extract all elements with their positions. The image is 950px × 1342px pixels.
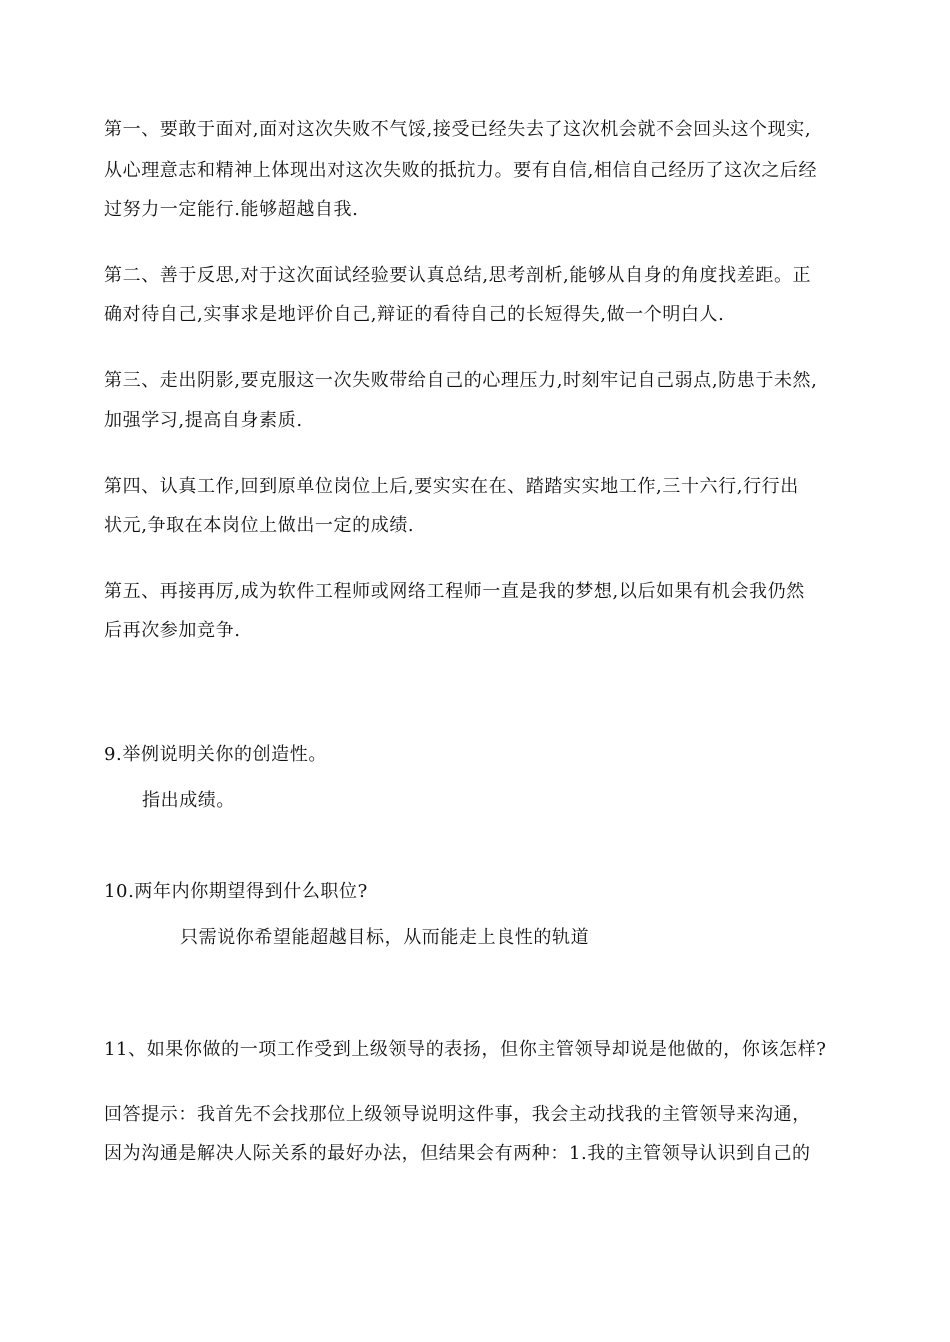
q11-answer-line2: 因为沟通是解决人际关系的最好办法，但结果会有两种：1.我的主管领导认识到自己的 — [104, 1143, 811, 1164]
para3-line2: 加强学习,提高自身素质. — [104, 410, 303, 431]
q11-question: 11、如果你做的一项工作受到上级领导的表扬，但你主管领导却说是他做的，你该怎样? — [104, 1039, 827, 1060]
q9-answer: 指出成绩。 — [142, 790, 235, 811]
para1-line1: 第一、要敢于面对,面对这次失败不气馁,接受已经失去了这次机会就不会回头这个现实, — [104, 119, 812, 140]
para5-line1: 第五、再接再厉,成为软件工程师或网络工程师一直是我的梦想,以后如果有机会我仍然 — [104, 581, 805, 602]
para1-line2: 从心理意志和精神上体现出对这次失败的抵抗力。要有自信,相信自己经历了这次之后经 — [104, 160, 818, 181]
para2-line2: 确对待自己,实事求是地评价自己,辩证的看待自己的长短得失,做一个明白人. — [104, 304, 725, 325]
para3-line1: 第三、走出阴影,要克服这一次失败带给自己的心理压力,时刻牢记自己弱点,防患于未然, — [104, 370, 818, 391]
para4-line2: 状元,争取在本岗位上做出一定的成绩. — [104, 515, 415, 536]
q10-question: 10.两年内你期望得到什么职位? — [104, 881, 368, 902]
para4-line1: 第四、认真工作,回到原单位岗位上后,要实实在在、踏踏实实地工作,三十六行,行行出 — [104, 476, 799, 497]
para1-line3: 过努力一定能行.能够超越自我. — [104, 199, 359, 220]
q9-question: 9.举例说明关你的创造性。 — [104, 744, 327, 765]
para5-line2: 后再次参加竞争. — [104, 620, 241, 641]
para2-line1: 第二、善于反思,对于这次面试经验要认真总结,思考剖析,能够从自身的角度找差距。正 — [104, 265, 812, 286]
q11-answer-line1: 回答提示：我首先不会找那位上级领导说明这件事，我会主动找我的主管领导来沟通， — [104, 1104, 811, 1125]
q10-answer: 只需说你希望能超越目标，从而能走上良性的轨道 — [180, 927, 590, 948]
